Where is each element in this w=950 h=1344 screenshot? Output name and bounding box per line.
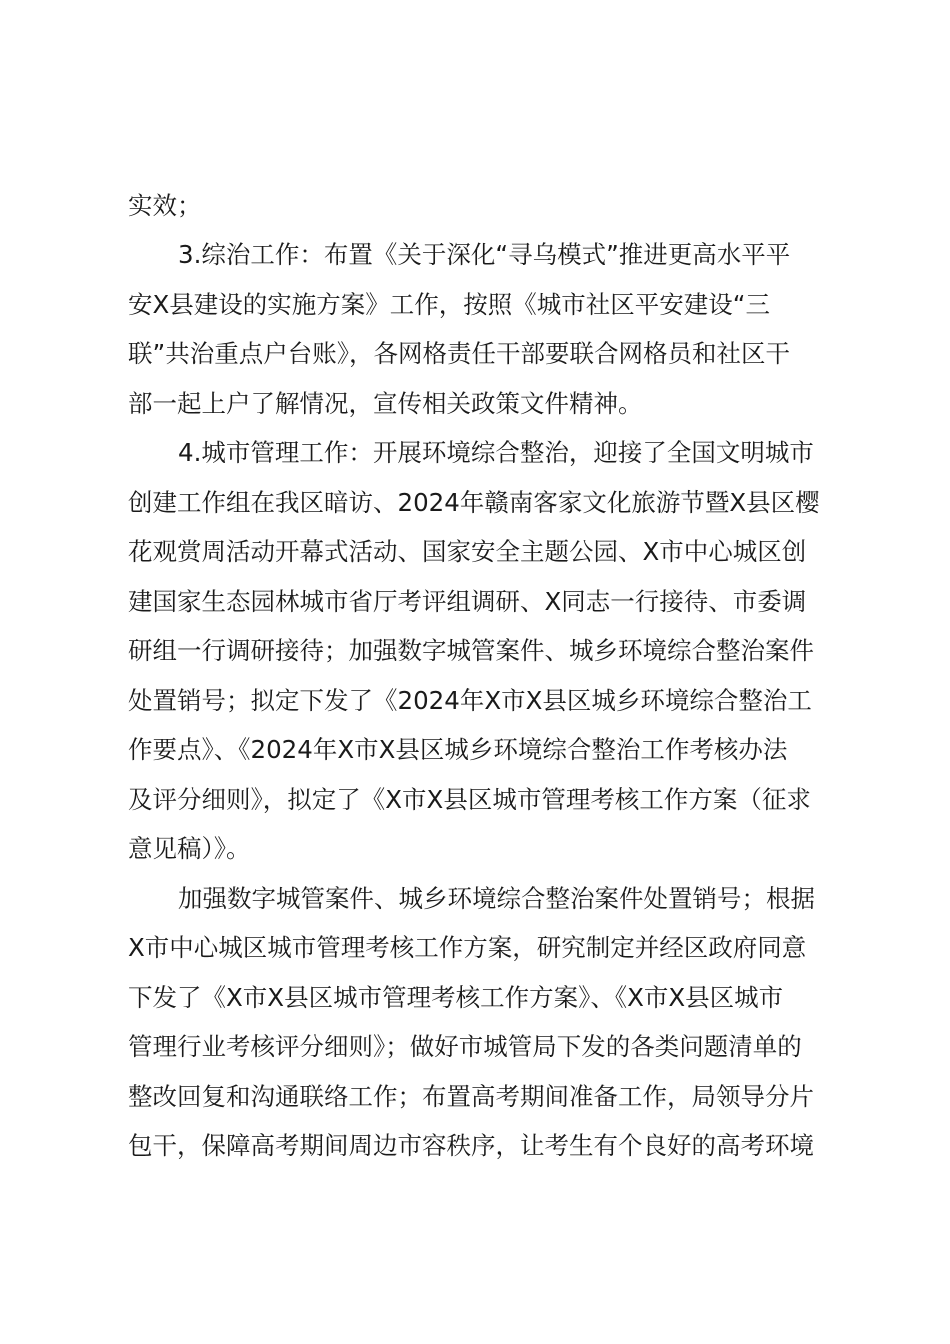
text-line: 3.综治工作：布置《关于深化“寻乌模式”推进更高水平平 (178, 240, 791, 269)
text-line: 创建工作组在我区暗访、2024年赣南客家文化旅游节暨X县区樱 (128, 488, 820, 517)
text-line: 部一起上户了解情况，宣传相关政策文件精神。 (128, 389, 643, 418)
text-line: 联”共治重点户台账》，各网格责任干部要联合网格员和社区干 (128, 339, 790, 368)
text-line: 整改回复和沟通联络工作；布置高考期间准备工作，局领导分片 (128, 1082, 814, 1111)
text-line: 及评分细则》，拟定了《X市X县区城市管理考核工作方案（征求 (128, 785, 811, 814)
text-line: 花观赏周活动开幕式活动、国家安全主题公园、X市中心城区创 (128, 537, 807, 566)
text-line: 意见稿）》。 (128, 834, 251, 863)
text-line: 加强数字城管案件、城乡环境综合整治案件处置销号；根据 (178, 884, 815, 913)
text-line: 管理行业考核评分细则》；做好市城管局下发的各类问题清单的 (128, 1032, 802, 1061)
text-line: 研组一行调研接待；加强数字城管案件、城乡环境综合整治案件 (128, 636, 814, 665)
text-line: 作要点》、《2024年X市X县区城乡环境综合整治工作考核办法 (128, 735, 788, 764)
text-line: X市中心城区城市管理考核工作方案，研究制定并经区政府同意 (128, 933, 807, 962)
text-line: 包干，保障高考期间周边市容秩序，让考生有个良好的高考环境 (128, 1131, 814, 1160)
text-line: 实效； (128, 191, 202, 220)
text-line: 安X县建设的实施方案》工作，按照《城市社区平安建设“三 (128, 290, 770, 319)
text-line: 4.城市管理工作：开展环境综合整治，迎接了全国文明城市 (178, 438, 814, 467)
text-line: 处置销号；拟定下发了《2024年X市X县区城乡环境综合整治工 (128, 686, 812, 715)
text-line: 建国家生态园林城市省厅考评组调研、X同志一行接待、市委调 (128, 587, 807, 616)
text-line: 下发了《X市X县区城市管理考核工作方案》、《X市X县区城市 (128, 983, 784, 1012)
